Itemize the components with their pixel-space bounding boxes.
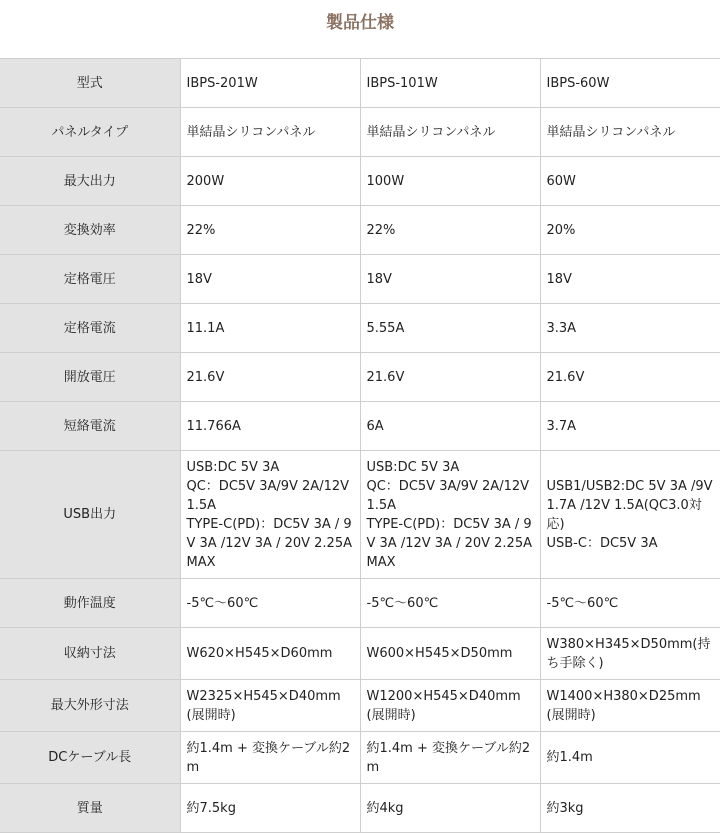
table-cell: IBPS-60W (540, 59, 720, 108)
table-cell: W1200×H545×D40mm(展開時) (360, 680, 540, 732)
table-cell: 21.6V (360, 353, 540, 402)
table-cell: 約7.5kg (180, 784, 360, 833)
table-row (0, 628, 720, 680)
table-cell: 21.6V (180, 353, 360, 402)
table-cell: 単結晶シリコンパネル (360, 108, 540, 157)
page-title: 製品仕様 (326, 13, 394, 33)
table-row (0, 59, 720, 108)
spec-table (0, 58, 720, 833)
row-label-model: 型式 (0, 59, 180, 108)
table-cell: 11.766A (180, 402, 360, 451)
row-label-open-voltage: 開放電圧 (0, 353, 180, 402)
table-cell: IBPS-201W (180, 59, 360, 108)
row-label-efficiency: 変換効率 (0, 206, 180, 255)
table-row (0, 157, 720, 206)
table-cell: USB:DC 5V 3A QC：DC5V 3A/9V 2A/12V 1.5A TYPE-C(PD)：DC5V 3A / 9V 3A /12V 3A / 20V 2.25A MAX (180, 451, 360, 579)
table-cell: 18V (180, 255, 360, 304)
row-label-storage-size: 収納寸法 (0, 628, 180, 680)
table-cell: W600×H545×D50mm (360, 628, 540, 680)
table-cell: 100W (360, 157, 540, 206)
table-row (0, 206, 720, 255)
table-cell: 単結晶シリコンパネル (540, 108, 720, 157)
row-label-weight: 質量 (0, 784, 180, 833)
table-cell: 20% (540, 206, 720, 255)
table-cell: -5℃～60℃ (360, 579, 540, 628)
table-cell: 約1.4m (540, 732, 720, 784)
table-cell: 約4kg (360, 784, 540, 833)
table-row (0, 304, 720, 353)
row-label-max-output: 最大出力 (0, 157, 180, 206)
table-row (0, 784, 720, 833)
table-cell: USB:DC 5V 3A QC：DC5V 3A/9V 2A/12V 1.5A TYPE-C(PD)：DC5V 3A / 9V 3A /12V 3A / 20V 2.25A MAX (360, 451, 540, 579)
row-label-rated-voltage: 定格電圧 (0, 255, 180, 304)
table-cell: 3.3A (540, 304, 720, 353)
table-row (0, 732, 720, 784)
row-label-panel-type: パネルタイプ (0, 108, 180, 157)
table-row (0, 255, 720, 304)
table-row (0, 353, 720, 402)
table-row (0, 108, 720, 157)
table-cell: 18V (360, 255, 540, 304)
table-cell: 単結晶シリコンパネル (180, 108, 360, 157)
table-cell: 約1.4m + 変換ケーブル約2m (180, 732, 360, 784)
table-cell: W1400×H380×D25mm(展開時) (540, 680, 720, 732)
table-cell: 約3kg (540, 784, 720, 833)
table-cell: 200W (180, 157, 360, 206)
table-cell: 5.55A (360, 304, 540, 353)
table-cell: 22% (360, 206, 540, 255)
table-cell: -5℃～60℃ (180, 579, 360, 628)
table-row (0, 402, 720, 451)
table-cell: 60W (540, 157, 720, 206)
table-cell: 18V (540, 255, 720, 304)
table-cell: USB1/USB2:DC 5V 3A /9V 1.7A /12V 1.5A(QC3.0対応) USB-C：DC5V 3A (540, 451, 720, 579)
table-cell: IBPS-101W (360, 59, 540, 108)
row-label-short-current: 短絡電流 (0, 402, 180, 451)
table-row (0, 451, 720, 579)
table-cell: W2325×H545×D40mm(展開時) (180, 680, 360, 732)
table-cell: 22% (180, 206, 360, 255)
table-cell: 6A (360, 402, 540, 451)
row-label-rated-current: 定格電流 (0, 304, 180, 353)
table-cell: W380×H345×D50mm(持ち手除く) (540, 628, 720, 680)
table-cell: 11.1A (180, 304, 360, 353)
row-label-usb-output: USB出力 (0, 451, 180, 579)
table-cell: W620×H545×D60mm (180, 628, 360, 680)
row-label-max-dimensions: 最大外形寸法 (0, 680, 180, 732)
table-row (0, 579, 720, 628)
table-cell: 21.6V (540, 353, 720, 402)
table-cell: -5℃～60℃ (540, 579, 720, 628)
table-row (0, 680, 720, 732)
row-label-operating-temp: 動作温度 (0, 579, 180, 628)
table-cell: 3.7A (540, 402, 720, 451)
row-label-dc-cable-length: DCケーブル長 (0, 732, 180, 784)
table-cell: 約1.4m + 変換ケーブル約2m (360, 732, 540, 784)
